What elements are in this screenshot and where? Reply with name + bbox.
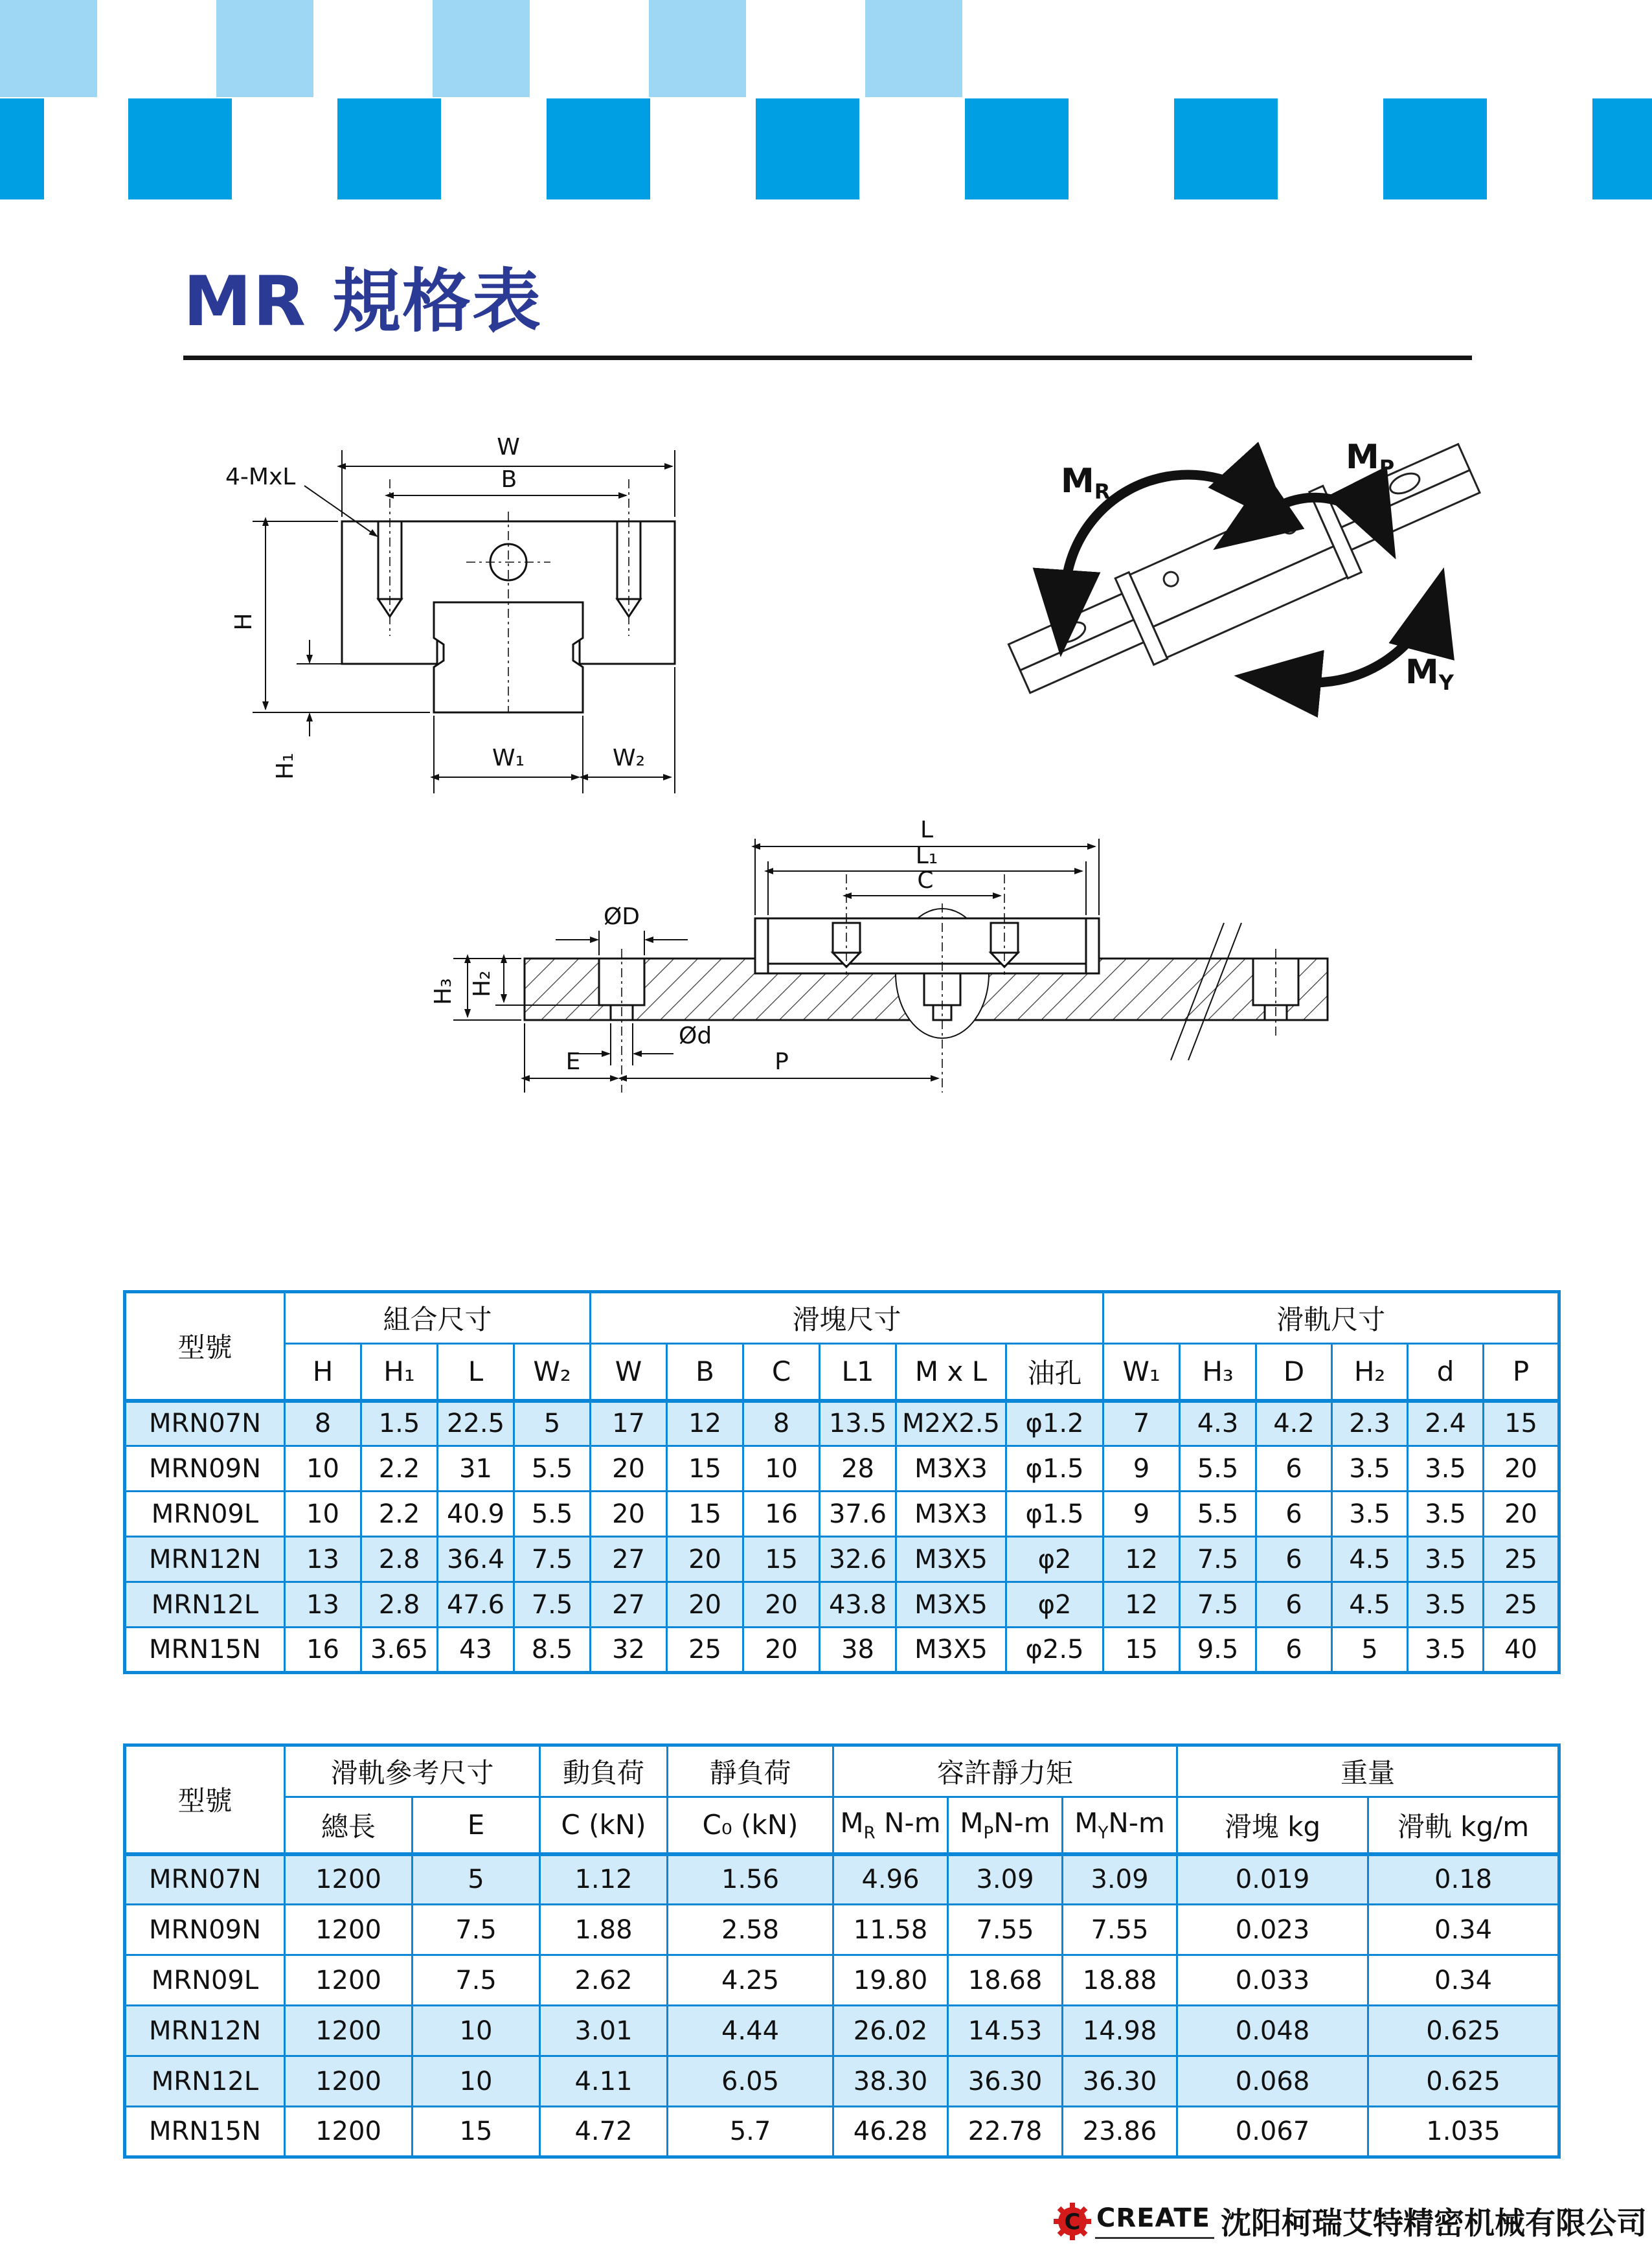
value-cell: 12 <box>1103 1537 1180 1582</box>
value-cell: M3X5 <box>896 1537 1006 1582</box>
model-cell: MRN07N <box>125 1401 285 1446</box>
value-cell: 27 <box>591 1582 667 1628</box>
moment-label-mp: MP <box>1346 438 1395 480</box>
table-row <box>125 1446 1559 1492</box>
value-cell: 4.5 <box>1332 1582 1408 1628</box>
value-cell: 4.44 <box>668 2006 833 2056</box>
value-cell: 15 <box>667 1446 743 1492</box>
value-cell: 3.09 <box>948 1854 1063 1905</box>
value-cell: 15 <box>743 1537 820 1582</box>
value-cell: 0.18 <box>1368 1854 1559 1905</box>
value-cell: 36.4 <box>438 1537 514 1582</box>
value-cell: 12 <box>667 1401 743 1446</box>
dim-label-dD: ØD <box>603 903 640 930</box>
side-view-diagram <box>414 813 1373 1266</box>
table-row <box>125 1582 1559 1628</box>
table-row <box>125 2056 1559 2107</box>
group-header: 容許靜力矩 <box>833 1745 1177 1797</box>
table-row <box>125 1955 1559 2006</box>
value-cell: 10 <box>285 1446 361 1492</box>
page-title: MR 規格表 <box>183 262 543 341</box>
value-cell: 1200 <box>285 1905 413 1955</box>
value-cell: 15 <box>1103 1628 1180 1673</box>
value-cell: 25 <box>667 1628 743 1673</box>
value-cell: 20 <box>743 1628 820 1673</box>
value-cell: 3.01 <box>540 2006 668 2056</box>
value-cell: 4.96 <box>833 1854 948 1905</box>
value-cell: 43 <box>438 1628 514 1673</box>
value-cell: 23.86 <box>1063 2107 1177 2157</box>
column-header: $M_YN-m$ <box>1063 1797 1177 1854</box>
value-cell: 4.2 <box>1256 1401 1332 1446</box>
value-cell: 5.7 <box>668 2107 833 2157</box>
value-cell: φ1.5 <box>1006 1492 1103 1537</box>
value-cell: 9.5 <box>1180 1628 1256 1673</box>
load-table <box>123 1743 1561 2159</box>
value-cell: 3.5 <box>1408 1492 1484 1537</box>
value-cell: 0.023 <box>1177 1905 1368 1955</box>
table-row <box>125 1905 1559 1955</box>
value-cell: 20 <box>743 1582 820 1628</box>
value-cell: 13 <box>285 1537 361 1582</box>
column-header: D <box>1256 1344 1332 1401</box>
model-cell: MRN15N <box>125 2107 285 2157</box>
value-cell: M3X3 <box>896 1492 1006 1537</box>
model-cell: MRN09N <box>125 1905 285 1955</box>
value-cell: M3X3 <box>896 1446 1006 1492</box>
value-cell: M3X5 <box>896 1582 1006 1628</box>
model-header: 型號 <box>125 1292 285 1401</box>
value-cell: 1.035 <box>1368 2107 1559 2157</box>
value-cell: 4.25 <box>668 1955 833 2006</box>
value-cell: 1200 <box>285 1854 413 1905</box>
column-header: H <box>285 1344 361 1401</box>
value-cell: 6 <box>1256 1537 1332 1582</box>
model-cell: MRN12N <box>125 1537 285 1582</box>
value-cell: 20 <box>591 1492 667 1537</box>
value-cell: 6 <box>1256 1492 1332 1537</box>
column-header: E <box>413 1797 540 1854</box>
value-cell: 5 <box>413 1854 540 1905</box>
column-header: W₂ <box>514 1344 591 1401</box>
value-cell: 0.625 <box>1368 2006 1559 2056</box>
value-cell: 1.56 <box>668 1854 833 1905</box>
value-cell: 1200 <box>285 2056 413 2107</box>
value-cell: 1200 <box>285 1955 413 2006</box>
value-cell: 6 <box>1256 1446 1332 1492</box>
column-header: d <box>1408 1344 1484 1401</box>
value-cell: 32.6 <box>820 1537 896 1582</box>
model-cell: MRN12L <box>125 2056 285 2107</box>
value-cell: 0.068 <box>1177 2056 1368 2107</box>
company-name: 沈阳柯瑞艾特精密机械有限公司 <box>1221 2206 1647 2242</box>
moment-label-mr: MR <box>1061 462 1111 504</box>
value-cell: 4.11 <box>540 2056 668 2107</box>
model-cell: MRN12L <box>125 1582 285 1628</box>
value-cell: 4.72 <box>540 2107 668 2157</box>
value-cell: 8 <box>743 1401 820 1446</box>
dim-label-h3: H₃ <box>430 978 457 1005</box>
value-cell: 2.3 <box>1332 1401 1408 1446</box>
model-header: 型號 <box>125 1745 285 1854</box>
footer <box>1052 2199 1647 2243</box>
value-cell: 16 <box>285 1628 361 1673</box>
column-header: 滑軌 kg/m <box>1368 1797 1559 1854</box>
value-cell: 7 <box>1103 1401 1180 1446</box>
value-cell: φ2.5 <box>1006 1628 1103 1673</box>
value-cell: 5.5 <box>514 1492 591 1537</box>
dimensions-table <box>123 1290 1561 1674</box>
value-cell: 3.5 <box>1408 1446 1484 1492</box>
column-header: W₁ <box>1103 1344 1180 1401</box>
value-cell: 14.98 <box>1063 2006 1177 2056</box>
value-cell: 7.5 <box>413 1905 540 1955</box>
value-cell: 2.58 <box>668 1905 833 1955</box>
group-header: 組合尺寸 <box>285 1292 591 1344</box>
value-cell: 43.8 <box>820 1582 896 1628</box>
value-cell: 10 <box>285 1492 361 1537</box>
logo-text: CREATE <box>1095 2203 1214 2239</box>
value-cell: 32 <box>591 1628 667 1673</box>
model-cell: MRN09L <box>125 1955 285 2006</box>
column-header: H₂ <box>1332 1344 1408 1401</box>
moment-label-my: MY <box>1405 653 1454 695</box>
column-header: $M_PN-m$ <box>948 1797 1063 1854</box>
table-row <box>125 2006 1559 2056</box>
value-cell: 38.30 <box>833 2056 948 2107</box>
value-cell: 25 <box>1484 1537 1559 1582</box>
value-cell: 20 <box>591 1446 667 1492</box>
value-cell: 6 <box>1256 1582 1332 1628</box>
value-cell: φ2 <box>1006 1537 1103 1582</box>
value-cell: 4.3 <box>1180 1401 1256 1446</box>
value-cell: 3.5 <box>1408 1582 1484 1628</box>
value-cell: 0.34 <box>1368 1905 1559 1955</box>
column-header: C <box>743 1344 820 1401</box>
value-cell: 36.30 <box>1063 2056 1177 2107</box>
table-row <box>125 1537 1559 1582</box>
logo-gear-icon <box>1052 2201 1092 2242</box>
column-header: W <box>591 1344 667 1401</box>
value-cell: 6 <box>1256 1628 1332 1673</box>
value-cell: 26.02 <box>833 2006 948 2056</box>
dim-label-screws: 4-MxL <box>225 464 296 490</box>
group-header: 滑軌尺寸 <box>1103 1292 1559 1344</box>
table-row <box>125 1492 1559 1537</box>
dim-label-w: W <box>497 434 520 460</box>
value-cell: 46.28 <box>833 2107 948 2157</box>
table-row <box>125 2107 1559 2157</box>
dim-label-c: C <box>917 867 934 894</box>
column-header: H₃ <box>1180 1344 1256 1401</box>
value-cell: 0.019 <box>1177 1854 1368 1905</box>
dim-label-l: L <box>920 817 934 843</box>
dim-label-h: H <box>231 613 257 631</box>
value-cell: 2.4 <box>1408 1401 1484 1446</box>
value-cell: 20 <box>1484 1492 1559 1537</box>
value-cell: 5.5 <box>1180 1492 1256 1537</box>
value-cell: φ1.5 <box>1006 1446 1103 1492</box>
value-cell: 15 <box>413 2107 540 2157</box>
value-cell: 5 <box>1332 1628 1408 1673</box>
value-cell: 10 <box>413 2056 540 2107</box>
value-cell: 3.65 <box>361 1628 438 1673</box>
dim-label-b: B <box>501 466 517 493</box>
table-row <box>125 1628 1559 1673</box>
value-cell: 7.55 <box>948 1905 1063 1955</box>
value-cell: 0.033 <box>1177 1955 1368 2006</box>
iso-view-diagram <box>952 372 1535 742</box>
column-header: L <box>438 1344 514 1401</box>
value-cell: M3X5 <box>896 1628 1006 1673</box>
value-cell: 8 <box>285 1401 361 1446</box>
value-cell: 22.5 <box>438 1401 514 1446</box>
column-header: 滑塊 kg <box>1177 1797 1368 1854</box>
model-cell: MRN09L <box>125 1492 285 1537</box>
value-cell: 7.5 <box>514 1537 591 1582</box>
header-pattern-dark <box>0 98 1652 199</box>
value-cell: 3.5 <box>1408 1628 1484 1673</box>
front-view-diagram <box>149 389 732 829</box>
dim-label-h2: H₂ <box>469 970 495 997</box>
column-header: 總長 <box>285 1797 413 1854</box>
value-cell: 25 <box>1484 1582 1559 1628</box>
value-cell: 15 <box>667 1492 743 1537</box>
value-cell: 1200 <box>285 2107 413 2157</box>
value-cell: 27 <box>591 1537 667 1582</box>
value-cell: 20 <box>667 1537 743 1582</box>
value-cell: 0.048 <box>1177 2006 1368 2056</box>
value-cell: φ2 <box>1006 1582 1103 1628</box>
column-header: P <box>1484 1344 1559 1401</box>
table-row <box>125 1401 1559 1446</box>
group-header: 靜負荷 <box>668 1745 833 1797</box>
column-header: L1 <box>820 1344 896 1401</box>
value-cell: 10 <box>743 1446 820 1492</box>
value-cell: 38 <box>820 1628 896 1673</box>
value-cell: 1.12 <box>540 1854 668 1905</box>
value-cell: 2.62 <box>540 1955 668 2006</box>
value-cell: 3.5 <box>1408 1537 1484 1582</box>
value-cell: 7.5 <box>514 1582 591 1628</box>
company-logo <box>1052 2201 1214 2242</box>
value-cell: 47.6 <box>438 1582 514 1628</box>
value-cell: 2.2 <box>361 1446 438 1492</box>
column-header: B <box>667 1344 743 1401</box>
dim-label-w1: W₁ <box>492 745 525 771</box>
value-cell: 2.8 <box>361 1537 438 1582</box>
model-cell: MRN15N <box>125 1628 285 1673</box>
group-header: 滑軌參考尺寸 <box>285 1745 540 1797</box>
value-cell: φ1.2 <box>1006 1401 1103 1446</box>
value-cell: 10 <box>413 2006 540 2056</box>
value-cell: 9 <box>1103 1446 1180 1492</box>
value-cell: 7.55 <box>1063 1905 1177 1955</box>
value-cell: 13 <box>285 1582 361 1628</box>
dim-label-w2: W₂ <box>612 745 646 771</box>
value-cell: 36.30 <box>948 2056 1063 2107</box>
group-header: 動負荷 <box>540 1745 668 1797</box>
value-cell: 0.625 <box>1368 2056 1559 2107</box>
value-cell: 3.09 <box>1063 1854 1177 1905</box>
value-cell: 15 <box>1484 1401 1559 1446</box>
model-cell: MRN07N <box>125 1854 285 1905</box>
title-underline <box>183 356 1472 360</box>
value-cell: M2X2.5 <box>896 1401 1006 1446</box>
dim-label-p: P <box>775 1049 789 1075</box>
value-cell: 11.58 <box>833 1905 948 1955</box>
column-header: M x L <box>896 1344 1006 1401</box>
value-cell: 9 <box>1103 1492 1180 1537</box>
value-cell: 19.80 <box>833 1955 948 2006</box>
value-cell: 40.9 <box>438 1492 514 1537</box>
value-cell: 3.5 <box>1332 1446 1408 1492</box>
value-cell: 8.5 <box>514 1628 591 1673</box>
value-cell: 6.05 <box>668 2056 833 2107</box>
value-cell: 7.5 <box>1180 1582 1256 1628</box>
column-header: H₁ <box>361 1344 438 1401</box>
value-cell: 1.88 <box>540 1905 668 1955</box>
dim-label-dd: Ød <box>679 1023 712 1049</box>
value-cell: 16 <box>743 1492 820 1537</box>
value-cell: 28 <box>820 1446 896 1492</box>
table-row <box>125 1854 1559 1905</box>
group-header: 滑塊尺寸 <box>591 1292 1103 1344</box>
value-cell: 5.5 <box>1180 1446 1256 1492</box>
value-cell: 2.8 <box>361 1582 438 1628</box>
value-cell: 5.5 <box>514 1446 591 1492</box>
value-cell: 3.5 <box>1332 1492 1408 1537</box>
value-cell: 14.53 <box>948 2006 1063 2056</box>
value-cell: 12 <box>1103 1582 1180 1628</box>
value-cell: 0.067 <box>1177 2107 1368 2157</box>
dim-label-h1: H₁ <box>272 753 299 780</box>
value-cell: 0.34 <box>1368 1955 1559 2006</box>
column-header: C (kN) <box>540 1797 668 1854</box>
value-cell: 40 <box>1484 1628 1559 1673</box>
value-cell: 18.68 <box>948 1955 1063 2006</box>
svg-text:C: C <box>1064 2208 1081 2235</box>
value-cell: 31 <box>438 1446 514 1492</box>
value-cell: 7.5 <box>413 1955 540 2006</box>
value-cell: 7.5 <box>1180 1537 1256 1582</box>
header-pattern-light <box>0 0 965 97</box>
value-cell: 4.5 <box>1332 1537 1408 1582</box>
column-header: 油孔 <box>1006 1344 1103 1401</box>
column-header: C₀ (kN) <box>668 1797 833 1854</box>
value-cell: 2.2 <box>361 1492 438 1537</box>
model-cell: MRN12N <box>125 2006 285 2056</box>
model-cell: MRN09N <box>125 1446 285 1492</box>
value-cell: 1.5 <box>361 1401 438 1446</box>
value-cell: 20 <box>667 1582 743 1628</box>
value-cell: 37.6 <box>820 1492 896 1537</box>
dim-label-e: E <box>565 1049 581 1075</box>
group-header: 重量 <box>1177 1745 1559 1797</box>
column-header: $M_R$ N-m <box>833 1797 948 1854</box>
value-cell: 5 <box>514 1401 591 1446</box>
value-cell: 22.78 <box>948 2107 1063 2157</box>
value-cell: 18.88 <box>1063 1955 1177 2006</box>
value-cell: 20 <box>1484 1446 1559 1492</box>
value-cell: 13.5 <box>820 1401 896 1446</box>
dim-label-l1: L₁ <box>915 843 938 869</box>
value-cell: 1200 <box>285 2006 413 2056</box>
value-cell: 17 <box>591 1401 667 1446</box>
